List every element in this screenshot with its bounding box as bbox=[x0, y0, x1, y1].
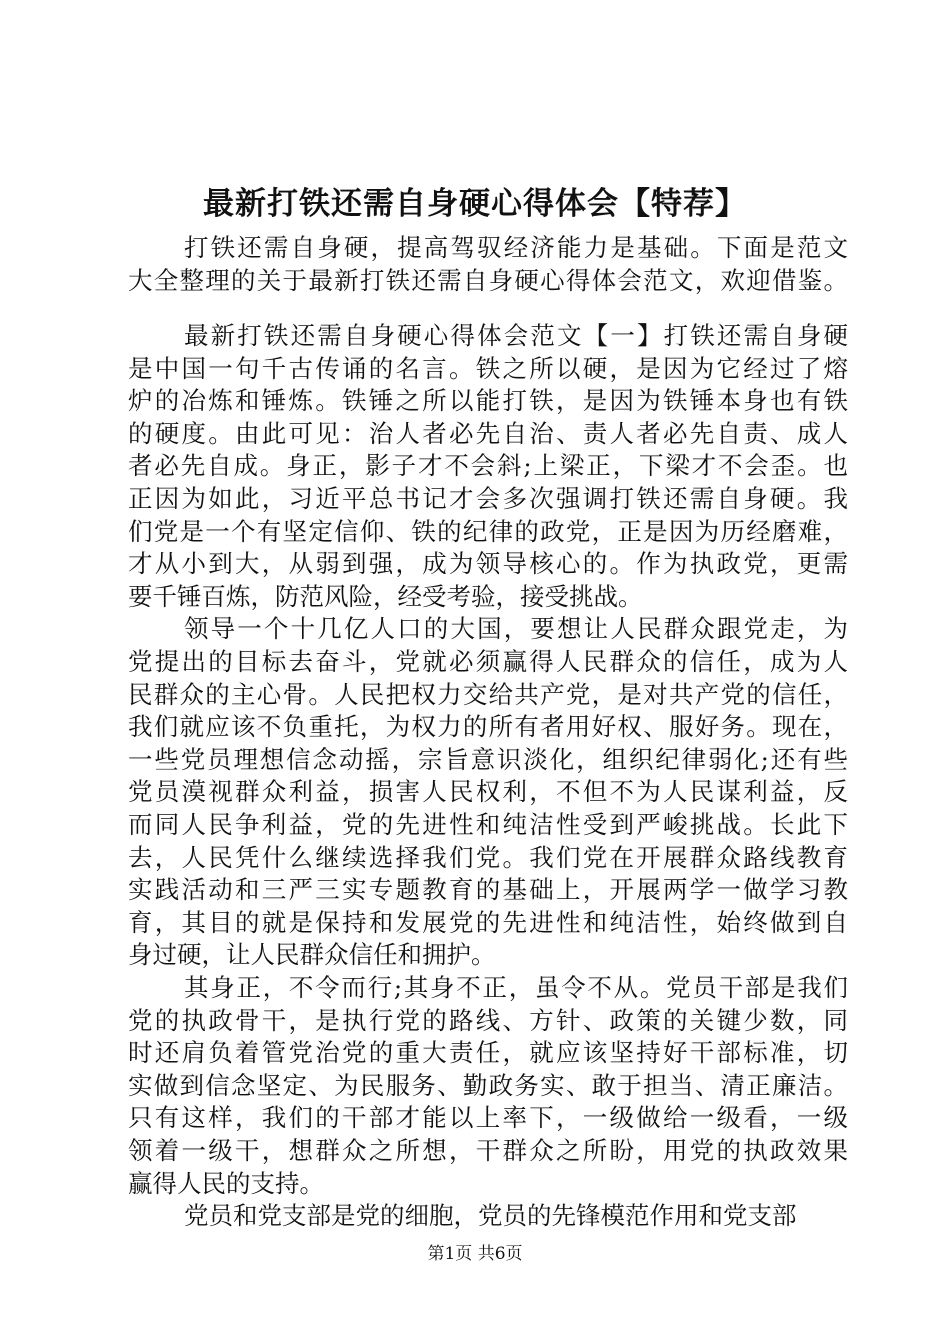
paragraph-line: 赢得人民的支持。 bbox=[128, 1168, 324, 1198]
paragraph-line: 炉的冶炼和锤炼。铁锤之所以能打铁，是因为铁锤本身也有铁 bbox=[128, 386, 848, 416]
paragraph-line: 者必先自成。身正，影子才不会斜;上梁正，下梁才不会歪。也 bbox=[128, 451, 848, 481]
paragraph-line: 是中国一句千古传诵的名言。铁之所以硬，是因为它经过了熔 bbox=[128, 353, 848, 383]
intro-line: 打铁还需自身硬，提高驾驭经济能力是基础。下面是范文 bbox=[184, 233, 848, 262]
paragraph-line: 要千锤百炼，防范风险，经受考验，接受挑战。 bbox=[128, 581, 643, 611]
paragraph-line: 党的执政骨干，是执行党的路线、方针、政策的关键少数，同 bbox=[128, 1005, 848, 1035]
paragraph-line: 而同人民争利益，党的先进性和纯洁性受到严峻挑战。长此下 bbox=[128, 810, 848, 839]
paragraph-line: 们党是一个有坚定信仰、铁的纪律的政党，正是因为历经磨难， bbox=[128, 516, 848, 546]
paragraph-line: 最新打铁还需自身硬心得体会范文【一】打铁还需自身硬 bbox=[184, 321, 848, 350]
paragraph-line: 民群众的主心骨。人民把权力交给共产党，是对共产党的信任， bbox=[128, 679, 848, 709]
paragraph-line: 只有这样，我们的干部才能以上率下，一级做给一级看，一级 bbox=[128, 1103, 848, 1133]
paragraph-line: 我们就应该不负重托，为权力的所有者用好权、服好务。现在， bbox=[128, 712, 848, 742]
document-title: 最新打铁还需自身硬心得体会【特荐】 bbox=[203, 186, 747, 222]
paragraph-line: 实践活动和三严三实专题教育的基础上，开展两学一做学习教 bbox=[128, 875, 848, 905]
page-footer: 第1页 共6页 bbox=[427, 1244, 523, 1264]
paragraph-line: 领导一个十几亿人口的大国，要想让人民群众跟党走，为 bbox=[184, 614, 848, 644]
paragraph-line: 身过硬，让人民群众信任和拥护。 bbox=[128, 940, 496, 970]
paragraph-line: 去，人民凭什么继续选择我们党。我们党在开展群众路线教育 bbox=[128, 842, 848, 872]
paragraph-line: 党提出的目标去奋斗，党就必须赢得人民群众的信任，成为人 bbox=[128, 647, 848, 676]
intro-line: 大全整理的关于最新打铁还需自身硬心得体会范文，欢迎借鉴。 bbox=[128, 265, 848, 295]
paragraph-line: 育，其目的就是保持和发展党的先进性和纯洁性，始终做到自 bbox=[128, 907, 848, 937]
paragraph-line: 正因为如此，习近平总书记才会多次强调打铁还需自身硬。我 bbox=[128, 484, 848, 513]
paragraph-line: 其身正，不令而行;其身不正，虽令不从。党员干部是我们 bbox=[184, 973, 848, 1002]
paragraph-line: 才从小到大，从弱到强，成为领导核心的。作为执政党，更需 bbox=[128, 549, 848, 579]
paragraph-line: 党员和党支部是党的细胞，党员的先锋模范作用和党支部 bbox=[184, 1201, 797, 1231]
paragraph-line: 的硬度。由此可见：治人者必先自治、责人者必先自责、成人 bbox=[128, 418, 848, 448]
paragraph-line: 时还肩负着管党治党的重大责任，就应该坚持好干部标准，切 bbox=[128, 1038, 848, 1068]
paragraph-line: 一些党员理想信念动摇，宗旨意识淡化，组织纪律弱化;还有些 bbox=[128, 744, 848, 774]
paragraph-line: 领着一级干，想群众之所想，干群众之所盼，用党的执政效果 bbox=[128, 1136, 848, 1165]
paragraph-line: 实做到信念坚定、为民服务、勤政务实、敢于担当、清正廉洁。 bbox=[128, 1070, 848, 1100]
paragraph-line: 党员漠视群众利益，损害人民权利，不但不为人民谋利益，反 bbox=[128, 777, 848, 807]
